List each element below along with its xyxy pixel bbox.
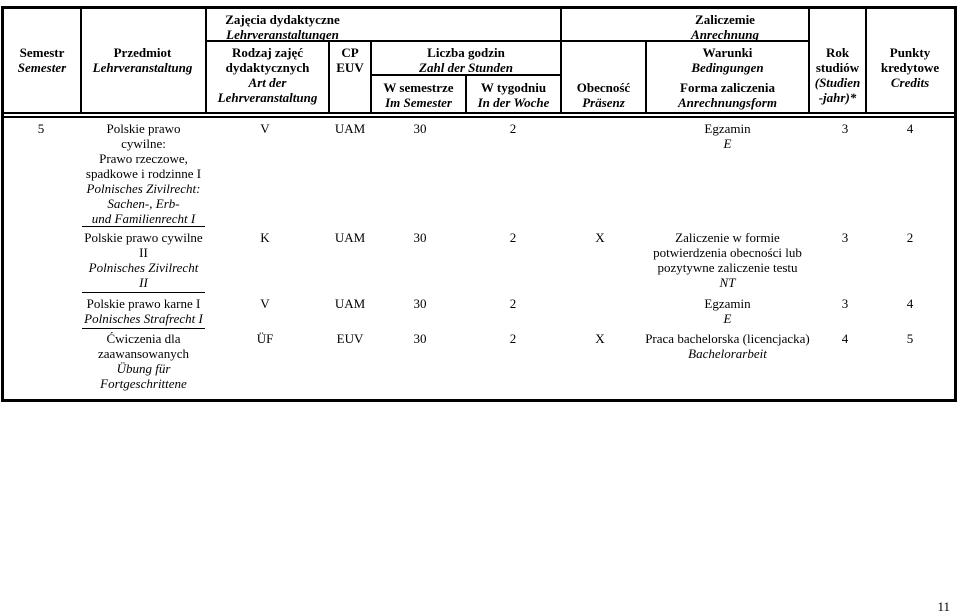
col-header-rodzaj: Rodzaj zajęć dydaktycznych Art der Lehrveranstaltung xyxy=(217,45,318,105)
table-row: Polskie prawo cywilne II Polnisches Zivilrecht II xyxy=(84,230,203,290)
week-cell: 2 xyxy=(509,296,517,311)
type-cell: ÜF xyxy=(256,331,274,346)
sem-cell: 30 xyxy=(413,296,427,311)
week-cell: 2 xyxy=(509,230,517,245)
year-cell: 3 xyxy=(841,121,849,136)
presence-cell: X xyxy=(595,331,605,346)
sem-cell: 30 xyxy=(413,230,427,245)
form-cell: Egzamin E xyxy=(704,296,751,326)
cp-cell: UAM xyxy=(334,121,366,136)
credits-cell: 4 xyxy=(906,121,914,136)
sem-cell: 30 xyxy=(413,121,427,136)
col-header-forma: Forma zaliczenia Anrechnungsform xyxy=(678,80,777,110)
sem-cell: 30 xyxy=(413,331,427,346)
credits-cell: 2 xyxy=(906,230,914,245)
col-header-przedmiot: Przedmiot Lehrveranstaltung xyxy=(92,45,193,75)
cp-cell: EUV xyxy=(336,331,364,346)
form-cell: Zaliczenie w formie potwierdzenia obecności lub pozytywne zaliczenie testu NT xyxy=(653,230,802,290)
col-header-cp: CP EUV xyxy=(336,45,364,75)
col-header-punkty: Punkty kredytowe Credits xyxy=(880,45,940,90)
year-cell: 3 xyxy=(841,296,849,311)
type-cell: K xyxy=(260,230,270,245)
type-cell: V xyxy=(260,121,270,136)
credits-cell: 4 xyxy=(906,296,914,311)
table-row: Polskie prawo karne I Polnisches Strafrecht I xyxy=(84,296,203,326)
year-cell: 3 xyxy=(841,230,849,245)
col-header-liczba: Liczba godzin Zahl der Stunden xyxy=(419,45,513,75)
header-bottom-divider xyxy=(4,116,954,118)
credits-cell: 5 xyxy=(906,331,914,346)
semester-number: 5 xyxy=(37,121,45,136)
presence-cell: X xyxy=(595,230,605,245)
table-row: Polskie prawo cywilne: Prawo rzeczowe, spadkowe i rodzinne I Polnisches Zivilrecht: Sachen-, Erb- und Familienrecht I xyxy=(85,121,202,226)
form-cell: Praca bachelorska (licencjacka) Bachelorarbeit xyxy=(645,331,810,361)
week-cell: 2 xyxy=(509,121,517,136)
week-cell: 2 xyxy=(509,331,517,346)
col-header-rok: Rok studiów (Studien -jahr)* xyxy=(814,45,861,105)
type-cell: V xyxy=(260,296,270,311)
group-header-zaliczenie: Zaliczemie Anrechnung xyxy=(691,12,759,42)
group-header-zajecia: Zajęcia dydaktyczne Lehrveranstaltungen xyxy=(225,12,340,42)
col-header-obecnosc: Obecność Präsenz xyxy=(576,80,631,110)
row-separator xyxy=(82,226,205,227)
cp-cell: UAM xyxy=(334,230,366,245)
row-separator xyxy=(82,292,205,293)
cp-cell: UAM xyxy=(334,296,366,311)
page-number: 11 xyxy=(937,599,950,614)
year-cell: 4 xyxy=(841,331,849,346)
col-header-w-semestrze: W semestrze Im Semester xyxy=(383,80,454,110)
header-divider xyxy=(4,112,954,114)
col-header-semestr: Semestr Semester xyxy=(17,45,67,75)
col-header-w-tygodniu: W tygodniu In der Woche xyxy=(477,80,550,110)
form-cell: Egzamin E xyxy=(704,121,751,151)
row-separator xyxy=(82,328,205,329)
table-row: Ćwiczenia dla zaawansowanych Übung für Fortgeschrittene xyxy=(98,331,189,391)
col-header-warunki: Warunki Bedingungen xyxy=(691,45,764,75)
